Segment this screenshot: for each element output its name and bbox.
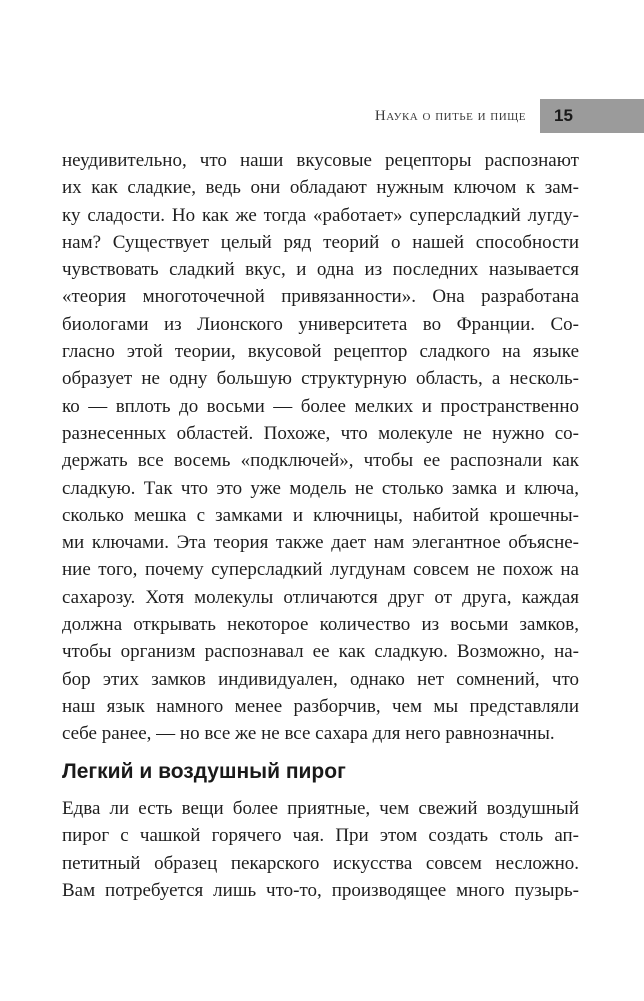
paragraph-second — [62, 795, 579, 904]
page-number-box — [540, 99, 644, 133]
text-line: пирог с чашкой горячего чая. При этом создать столь ап- — [62, 825, 579, 847]
text-line: ко — вплоть до восьми — более мелких и пространственно — [62, 395, 579, 417]
text-line: ку сладости. Но как же тогда «работает» суперсладкий лугду- — [62, 204, 579, 226]
text-line: сколько мешка с замками и ключницы, набитой крошечны- — [62, 504, 579, 526]
text-line: чувствовать сладкий вкус, и одна из последних называется — [62, 259, 579, 281]
text-line: бор этих замков индивидуален, однако нет сомнений, что — [62, 668, 579, 690]
text-line: ние того, почему суперсладкий лугдунам совсем не похож на — [62, 559, 579, 581]
text-line: Едва ли есть вещи более приятные, чем свежий воздушный — [62, 798, 579, 819]
text-line: Вам потребуется лишь что-то, производящее много пузырь- — [62, 879, 579, 901]
text-line: сахарозу. Хотя молекулы отличаются друг от друга, каждая — [62, 586, 579, 608]
text-line: гласно этой теории, вкусовой рецептор сладкого на языке — [62, 341, 579, 363]
text-line: чтобы организм распознавал ее как сладкую. Возможно, на- — [62, 641, 579, 663]
text-line: наш язык намного менее разборчив, чем мы представляли — [62, 695, 579, 717]
paragraph-main — [62, 147, 579, 748]
text-line: ми ключами. Эта теория также дает нам элегантное объясне- — [62, 532, 579, 554]
text-line: нам? Существует целый ряд теорий о нашей способности — [62, 231, 579, 253]
text-line: разнесенных областей. Похоже, что молекуле не нужно со- — [62, 422, 579, 444]
section-heading: Легкий и воздушный пирог — [62, 760, 346, 783]
text-line: должна открывать некоторое количество из восьми замков, — [62, 614, 579, 636]
text-line: их как сладкие, ведь они обладают нужным ключом к зам- — [62, 177, 579, 199]
text-line: неудивительно, что наши вкусовые рецепторы распознают — [62, 150, 579, 171]
text-line: «теория многоточечной привязанности». Она разработана — [62, 286, 579, 308]
text-line: биологами из Лионского университета во Франции. Со- — [62, 313, 579, 335]
page-number: 15 — [554, 106, 573, 125]
text-line: петитный образец пекарского искусства совсем несложно. — [62, 852, 579, 874]
running-head — [375, 96, 644, 136]
text-line: держать все восемь «подключей», чтобы ее распознали как — [62, 450, 579, 472]
text-line: образует не одну большую структурную область, а несколь- — [62, 368, 579, 390]
running-head-title: Наука о питье и пище — [374, 107, 526, 124]
text-line: себе ранее, — но все же не все сахара для него равнозначны. — [62, 723, 555, 745]
text-line: сладкую. Так что это уже модель не столько замка и ключа, — [62, 477, 579, 499]
